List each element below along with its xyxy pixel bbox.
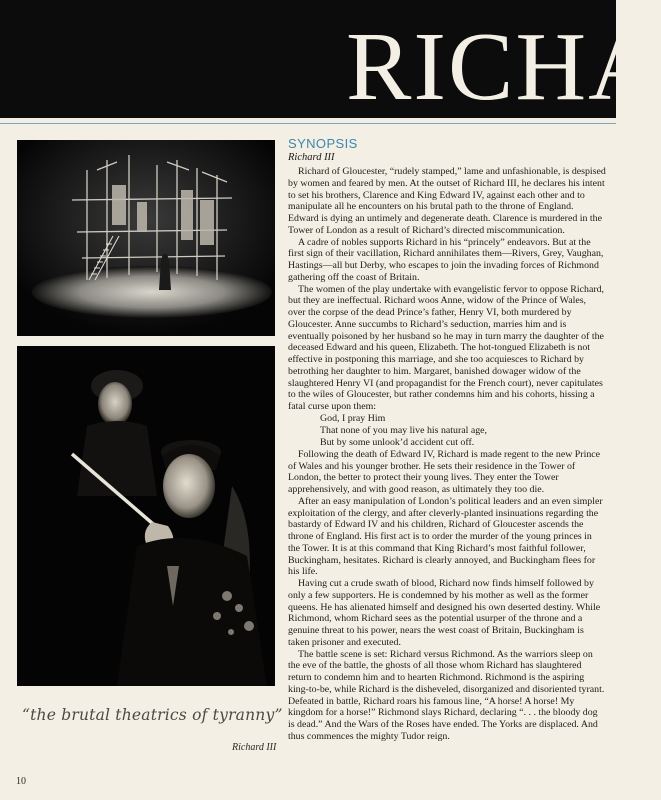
stage-set-photo [17,140,275,336]
synopsis-column [288,136,606,743]
synopsis-body [288,166,606,743]
header-rule [0,123,616,124]
paragraph: Following the death of Edward IV, Richard is made regent to the new Prince of Wales and his younger brother. He sets their residence in the Tower of London, the better to protect their young lives. They enter the Tower apprehensively, and with good reason, as ultimately they too die. [288,448,601,495]
verse-line: That none of you may live his natural age, [320,424,488,436]
actors-photo [17,346,275,686]
paragraph: After an easy manipulation of London’s political leaders and an even simpler exploitation of the clergy, and after cleverly-planted insinuations regarding the bastardy of Edward IV and his children, Richard of Gloucester ascends the throne of England. His first act is to order the murder of the young princes in the Tower. It is at this command that King Richard’s most faithful follower, Buckingham, hesitates. Richard is clearly annoyed, and Buckingham flees for his life. [288,495,603,578]
page-title: RICHA [346,13,661,121]
verse-line: But by some unlook’d accident cut off. [320,436,475,448]
paragraph: A cadre of nobles supports Richard in his “princely” endeavors. But at the first sign of their vacillation, Richard annihilates them—Rivers, Grey, Vaughan, Hastings—all but Derby, who escapes to join the invading forces of Richmond gathering off the coast of Britain. [288,236,604,283]
paragraph: Richard of Gloucester, “rudely stamped,” lame and unfashionable, is despised by women and feared by men. At the outset of Richard III, he declares his intent to set his brothers, Clarence and King Edward IV, against each other and to manipulate all he encounters on his brutal path to the throne of England. Edward is dying an untimely and degenerate death. Clarence is murdered in the Tower of London as a result of Richard’s directed miscommunication. [288,166,606,236]
page-number: 10 [16,776,26,787]
pull-quote: “the brutal theatrics of tyranny” [22,706,283,724]
synopsis-heading: SYNOPSIS [288,136,358,151]
header-band [0,0,661,121]
paragraph: The battle scene is set: Richard versus Richmond. As the warriors sleep on the eve of the battle, the ghosts of all those whom Richard has slaughtered return to condemn him and to hearten Richmond. Richmond is the aspiring king-to-be, while Richard is the disheveled, disorganized and disoriented tyrant. Defeated in battle, Richard roars his famous line, “A horse! A horse! My kingdom for a horse!” Richmond slays Richard, declaring “. . . the bloody dog is dead.” And the Wars of the Roses have ended. The Yorks are displaced. And thus commences the mighty Tudor reign. [288,648,605,742]
verse-line: God, I pray Him [320,412,386,424]
pull-quote-attribution: Richard III [232,742,277,753]
paragraph: The women of the play undertake with evangelistic fervor to oppose Richard, but they are ineffectual. Richard woos Anne, widow of the Prince of Wales, over the corpse of the dead Prince’s father, Henry VI, both murdered by Gloucester. Anne succumbs to Richard’s seduction, marries him and is eventually poisoned by her husband so he may in turn marry the daughter of the deceased Edward and his queen, Elizabeth. The hot-tongued Elizabeth is not effective in postponing this marriage, and she too acquiesces to Richard by betrothing her daughter to him. Margaret, banished dowager widow of the slaughtered Henry VI (and propagandist for the French court), never capitulates to the wiles of Gloucester, but rather condemns him and his cohorts, hissing a fatal curse upon them: [288,283,605,412]
verse-quote [320,413,606,449]
synopsis-subheading: Richard III [288,152,335,163]
paragraph: Having cut a crude swath of blood, Richard now finds himself followed by only a few supporters. He is condemned by his mother as well as the former queens. He has alienated himself and designed his own deserted destiny. While Richmond, whom Richard sees as the potential usurper of the throne and a genuine threat to his power, nears the west coast of Britain, Buckingham is taken prisoner and executed. [288,578,601,648]
